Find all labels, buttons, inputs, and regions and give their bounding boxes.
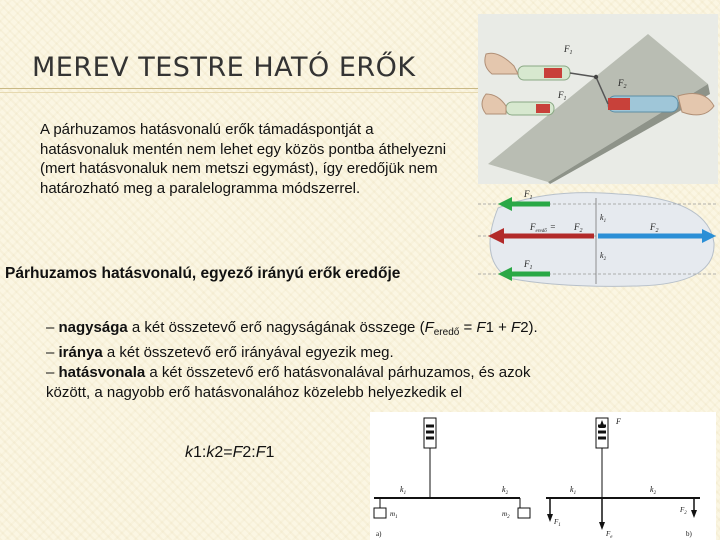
symbol-f: F <box>255 444 266 461</box>
diagram-label: $F_2$ <box>574 222 583 234</box>
figure-tag: b) <box>686 530 692 538</box>
figure-background <box>370 412 716 540</box>
bullet-keyword: nagysága <box>58 319 128 336</box>
spring-scale-photo <box>478 14 718 184</box>
lever-balance-diagram <box>370 412 716 540</box>
bullet-dash: – <box>46 319 59 336</box>
distance-label: $k_2$ <box>650 485 657 496</box>
bullet-dash: – <box>46 364 59 381</box>
bullet-line-of-action <box>46 363 686 383</box>
formula-text: 2: <box>242 444 256 461</box>
mass-label: $m_1$ <box>390 510 398 520</box>
bullet-text: a két összetevő erő hatásvonalával párhuzamos, és azok <box>145 364 531 381</box>
bullet-text: 2). <box>520 319 538 336</box>
bullet-line-of-action-cont: között, a nagyobb erő hatásvonalához közelebb helyezkedik el <box>46 384 463 401</box>
ratio-formula <box>185 444 274 462</box>
distance-label: $k_2$ <box>502 485 509 496</box>
section-heading: Párhuzamos hatásvonalú, egyező irányú erők eredője <box>5 265 401 282</box>
photo-label: $F_1$ <box>558 90 567 102</box>
scale-spring <box>544 68 562 78</box>
distance-label: $k_1$ <box>570 485 577 496</box>
bullet-text: a két összetevő erő nagyságának összege ( <box>127 319 425 336</box>
force-diagram <box>478 188 718 293</box>
bullet-keyword: iránya <box>58 344 103 361</box>
mass-label: $m_2$ <box>502 510 510 520</box>
force-label: $F_2$ <box>680 506 687 516</box>
bullet-text: a két összetevő erő irányával egyezik meg. <box>102 344 394 361</box>
scale-spring <box>608 98 630 110</box>
force-label: $F_e$ <box>606 530 613 540</box>
symbol-f: F <box>476 319 486 336</box>
bullet-keyword: hatásvonala <box>58 364 146 381</box>
formula-text: 1 <box>265 444 275 461</box>
scale-spring <box>536 104 550 113</box>
symbol-subscript: eredő <box>433 327 460 338</box>
diagram-label: $F_{eredő}$ = <box>530 222 556 234</box>
photo-label: $F_1$ <box>564 44 573 56</box>
diagram-label: $F_1$ <box>524 259 533 271</box>
symbol-k: k <box>185 444 193 461</box>
title-underline-secondary <box>0 92 480 93</box>
symbol-f: F <box>511 319 521 336</box>
force-label: $F_1$ <box>554 518 561 528</box>
distance-label: $k_1$ <box>600 213 607 224</box>
photo-label: $F_2$ <box>618 78 627 90</box>
distance-label: $k_1$ <box>400 485 407 496</box>
title-underline <box>0 88 480 89</box>
bullet-text: = <box>459 319 477 336</box>
mass-block <box>518 508 530 518</box>
intro-paragraph: A párhuzamos hatásvonalú erők támadáspontját a hatásvonaluk mentén nem lehet egy közös pontba áthelyezni (mert hatásvonaluk nem metszi egymást), így eredőjük nem határozható meg a paralelogramma módszerrel. <box>40 121 447 197</box>
bullet-magnitude <box>46 318 686 343</box>
force-label: F <box>616 417 621 426</box>
symbol-f: F <box>424 319 434 336</box>
bullet-list <box>46 318 686 403</box>
diagram-label: $F_2$ <box>650 222 659 234</box>
slide-title: MEREV TESTRE HATÓ ERŐK <box>32 52 416 83</box>
mass-block <box>374 508 386 518</box>
symbol-k: k <box>206 444 215 461</box>
distance-label: $k_2$ <box>600 251 607 262</box>
diagram-label: $F_1$ <box>524 189 533 201</box>
figure-tag: a) <box>376 530 382 538</box>
pin <box>594 75 598 79</box>
formula-text: 2= <box>214 444 233 461</box>
bullet-text: 1 + <box>485 319 512 336</box>
formula-text: 1: <box>193 444 207 461</box>
symbol-f: F <box>232 444 243 461</box>
bullet-dash: – <box>46 344 59 361</box>
bullet-direction <box>46 343 686 363</box>
